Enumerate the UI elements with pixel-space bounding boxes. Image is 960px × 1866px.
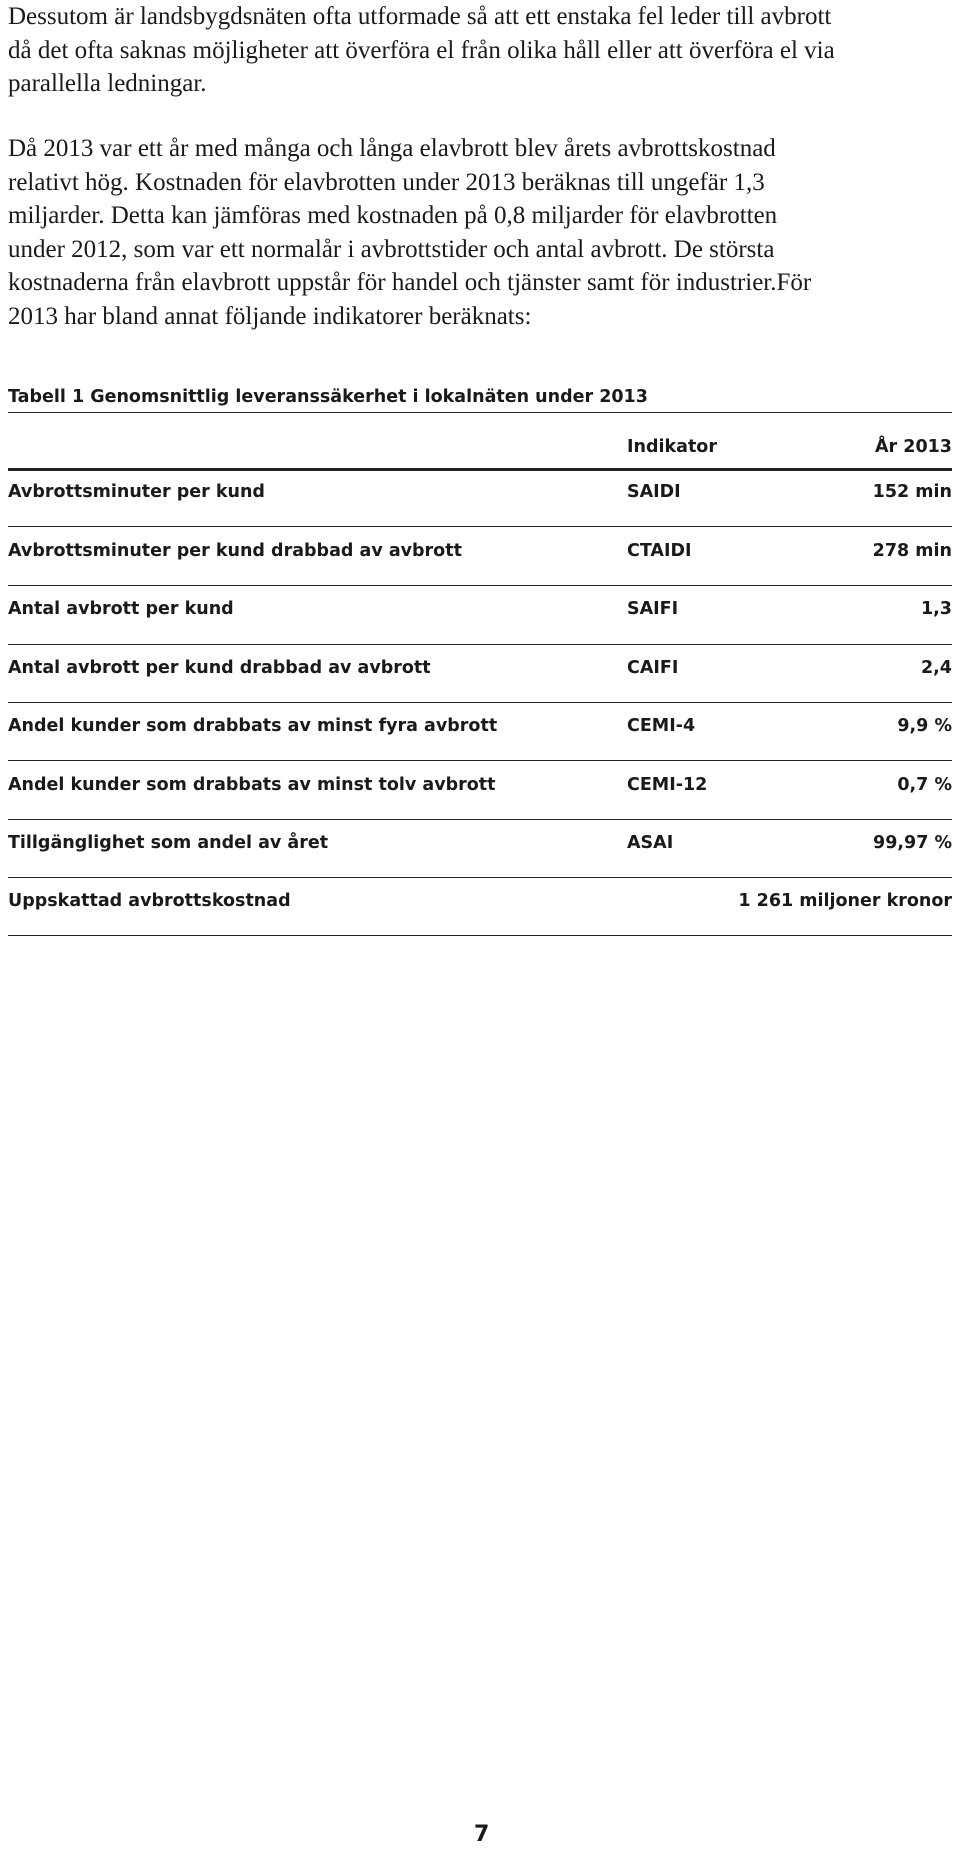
row-rule [8, 819, 952, 820]
document-page [8, 0, 952, 1866]
row-label: Avbrottsminuter per kund drabbad av avbrott [8, 541, 462, 561]
row-value: 9,9 % [897, 716, 952, 736]
row-label: Antal avbrott per kund [8, 599, 234, 619]
row-rule [8, 526, 952, 527]
row-value: 2,4 [920, 658, 952, 678]
header-rule [8, 468, 952, 471]
table-caption: Tabell 1 Genomsnittlig leveranssäkerhet i lokalnäten under 2013 [8, 387, 648, 407]
text-line: då det ofta saknas möjligheter att överföra el från olika håll eller att överföra el via [8, 36, 835, 64]
text-line: Då 2013 var ett år med många och långa elavbrott blev årets avbrottskostnad [8, 135, 776, 162]
paragraph-outage-cost [8, 132, 952, 334]
header-indicator: Indikator [627, 437, 717, 457]
text-line: 2013 har bland annat följande indikatorer beräknats: [8, 302, 532, 330]
row-label: Andel kunder som drabbats av minst tolv avbrott [8, 775, 496, 795]
row-label: Tillgänglighet som andel av året [8, 833, 329, 853]
row-rule [8, 760, 952, 761]
row-value: 1,3 [920, 599, 952, 619]
row-indicator: CEMI-12 [627, 775, 708, 795]
row-indicator: SAIDI [627, 482, 681, 502]
row-value: 99,97 % [873, 833, 952, 853]
row-label: Avbrottsminuter per kund [8, 482, 265, 502]
table-top-rule [8, 412, 952, 413]
row-label: Antal avbrott per kund drabbad av avbrott [8, 658, 431, 678]
page-number: 7 [474, 1822, 490, 1847]
table-bottom-rule [8, 935, 952, 936]
row-label: Andel kunder som drabbats av minst fyra avbrott [8, 716, 498, 736]
row-rule [8, 877, 952, 878]
text-line: relativt hög. Kostnaden för elavbrotten under 2013 beräknas till ungefär 1,3 [8, 168, 765, 196]
row-indicator: ASAI [627, 833, 674, 853]
text-line: parallella ledningar. [8, 70, 207, 98]
row-label: Uppskattad avbrottskostnad [8, 891, 291, 911]
text-line: kostnaderna från elavbrott uppstår för handel och tjänster samt för industrier.För [8, 269, 812, 297]
row-indicator: SAIFI [627, 599, 679, 619]
text-line: Dessutom är landsbygdsnäten ofta utformade så att ett enstaka fel leder till avbrott [8, 3, 832, 30]
text-line: miljarder. Detta kan jämföras med kostnaden på 0,8 miljarder för elavbrotten [8, 202, 778, 230]
row-rule [8, 585, 952, 586]
row-value: 0,7 % [897, 775, 952, 795]
row-value: 278 min [872, 541, 952, 561]
paragraph-rural-networks [8, 0, 952, 101]
row-indicator: CAIFI [627, 658, 679, 678]
row-rule [8, 702, 952, 703]
row-value: 152 min [872, 482, 952, 502]
row-value: 1 261 miljoner kronor [738, 891, 952, 911]
row-indicator: CEMI-4 [627, 716, 696, 736]
row-rule [8, 644, 952, 645]
text-line: under 2012, som var ett normalår i avbrottstider och antal avbrott. De största [8, 235, 775, 263]
header-year: År 2013 [875, 437, 952, 457]
row-indicator: CTAIDI [627, 541, 692, 561]
